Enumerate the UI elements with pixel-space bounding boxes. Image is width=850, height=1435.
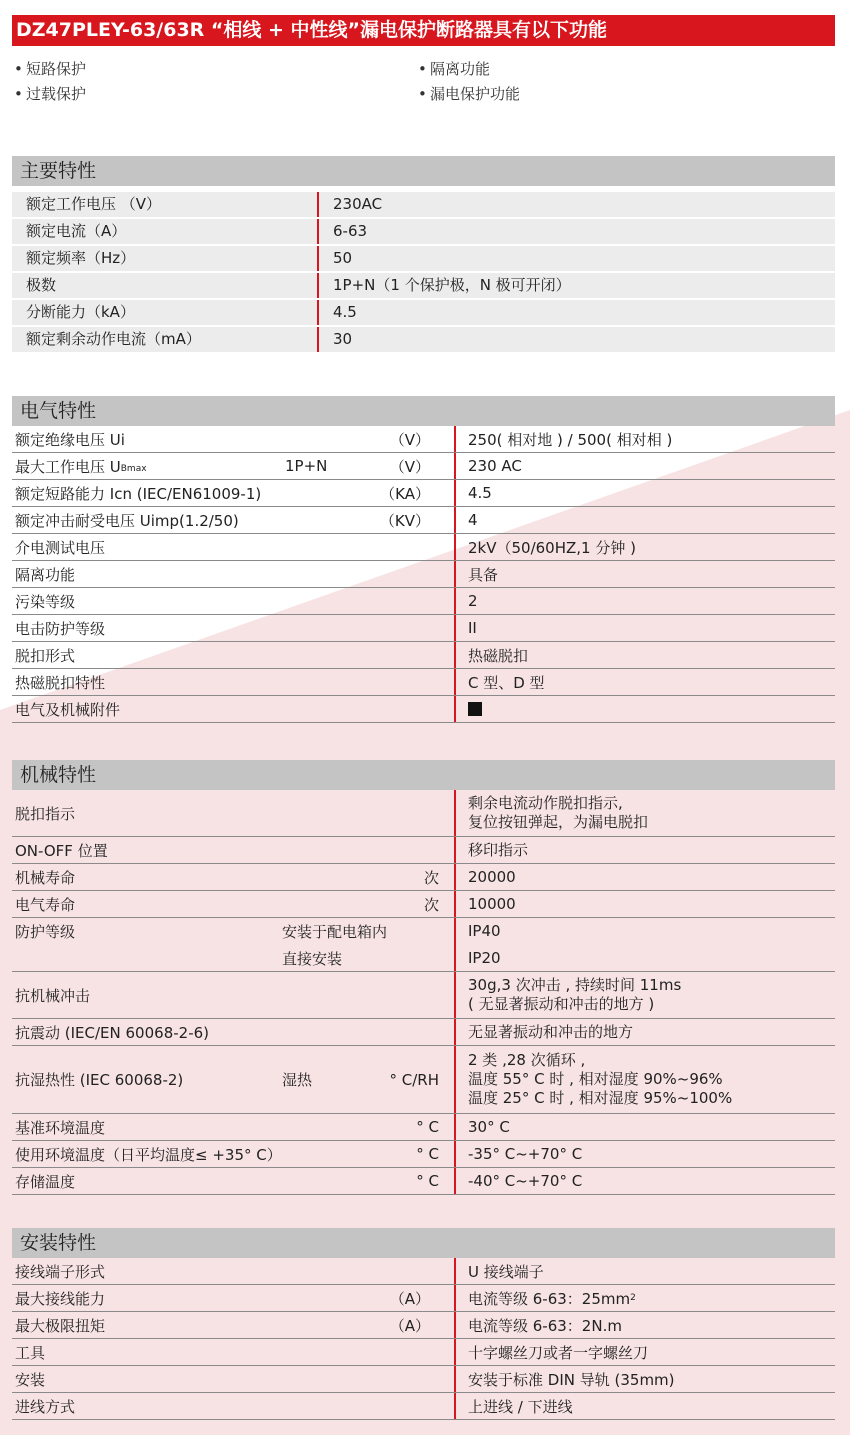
table-row xyxy=(12,507,835,534)
table-row xyxy=(12,790,835,837)
row-value-superscript: 2 xyxy=(630,1293,636,1303)
spec-value: 230AC xyxy=(317,192,382,217)
row-value xyxy=(454,1019,633,1045)
row-value xyxy=(454,1339,648,1365)
row-value-text: U 接线端子 xyxy=(468,1262,544,1281)
table-row xyxy=(12,642,835,669)
row-label xyxy=(15,1339,45,1365)
table-row xyxy=(12,1312,835,1339)
table-row xyxy=(12,1168,835,1195)
row-label xyxy=(15,1114,105,1140)
row-label-text: 安装 xyxy=(15,1370,46,1389)
row-value xyxy=(454,669,545,695)
row-label-text: 电气及机械附件 xyxy=(15,700,121,719)
row-unit: ° C xyxy=(416,1118,439,1136)
section-header-mechanical: 机械特性 xyxy=(12,760,835,790)
section-header-installation: 安装特性 xyxy=(12,1228,835,1258)
row-label xyxy=(15,790,75,836)
row-unit: （A） xyxy=(389,1316,430,1335)
table-row xyxy=(12,588,835,615)
row-label-text: 介电测试电压 xyxy=(15,538,106,557)
row-label-text: 额定短路能力 Icn (IEC/EN61009-1) xyxy=(15,484,262,503)
row-value-line: 2 类 ,28 次循环 , xyxy=(468,1051,586,1069)
row-label xyxy=(15,1019,209,1045)
row-condition: 直接安装 xyxy=(282,949,343,968)
row-value-text: C 型、D 型 xyxy=(468,673,545,692)
row-label-text: 使用环境温度（日平均温度≤ +35° C） xyxy=(15,1145,282,1164)
row-value xyxy=(454,426,672,452)
table-row xyxy=(12,972,835,1019)
spec-value: 4.5 xyxy=(317,300,357,325)
spec-label: 额定电流（A） xyxy=(26,222,127,240)
row-unit: 次 xyxy=(423,868,439,887)
row-label-subscript: Bmax xyxy=(120,464,147,474)
row-value xyxy=(454,642,528,668)
row-label xyxy=(15,1168,75,1194)
row-value xyxy=(454,1393,573,1419)
row-label xyxy=(15,588,75,614)
table-row xyxy=(12,1141,835,1168)
row-label xyxy=(15,1285,105,1311)
table-row xyxy=(12,426,835,453)
spec-value: 30 xyxy=(317,327,352,352)
row-value-line: ( 无显著振动和冲击的地方 ) xyxy=(468,995,655,1013)
row-value-line: IP40 xyxy=(468,922,501,940)
row-value-line: 剩余电流动作脱扣指示, xyxy=(468,794,623,812)
row-value xyxy=(454,918,501,945)
table-row xyxy=(12,561,835,588)
row-label-text: 脱扣指示 xyxy=(15,804,76,823)
table-row xyxy=(12,1366,835,1393)
spec-label: 极数 xyxy=(26,276,57,294)
spec-label: 分断能力（kA） xyxy=(26,303,135,321)
row-label xyxy=(15,480,261,506)
row-label xyxy=(15,864,75,890)
row-unit: ° C/RH xyxy=(389,1070,439,1089)
table-row xyxy=(12,918,835,945)
row-value-text: 2kV（50/60HZ,1 分钟 ) xyxy=(468,538,636,557)
row-value xyxy=(454,891,516,917)
row-label-text: 热磁脱扣特性 xyxy=(15,673,106,692)
row-label xyxy=(15,1366,45,1392)
row-label-text: 最大接线能力 xyxy=(15,1289,106,1308)
page-title: DZ47PLEY-63/63R “相线 + 中性线”漏电保护断路器具有以下功能 xyxy=(12,15,835,46)
row-label-text: 基准环境温度 xyxy=(15,1118,106,1137)
row-label-text: 脱扣形式 xyxy=(15,646,76,665)
row-value xyxy=(454,837,528,863)
row-unit: 次 xyxy=(423,895,439,914)
row-label-text: 电气寿命 xyxy=(15,895,76,914)
row-value-text: 250( 相对地 ) / 500( 相对相 ) xyxy=(468,430,673,449)
row-value-line: 移印指示 xyxy=(468,840,529,859)
table-row xyxy=(12,480,835,507)
row-label-text: 存储温度 xyxy=(15,1172,76,1191)
row-unit: （KV） xyxy=(379,511,430,530)
table-row xyxy=(12,837,835,864)
row-value-line: 无显著振动和冲击的地方 xyxy=(468,1022,634,1041)
row-value xyxy=(454,534,636,560)
row-value xyxy=(454,790,648,836)
row-value-text: 4 xyxy=(468,511,478,529)
row-label xyxy=(15,1046,183,1113)
row-value xyxy=(454,972,681,1018)
row-condition: 1P+N xyxy=(285,457,328,475)
row-value-text: 电流等级 6-63：2N.m xyxy=(468,1316,622,1335)
row-value xyxy=(454,480,492,506)
spec-row xyxy=(12,300,835,325)
table-row xyxy=(12,1258,835,1285)
table-row xyxy=(12,864,835,891)
table-row xyxy=(12,945,835,972)
row-value xyxy=(454,615,477,641)
row-label xyxy=(15,534,105,560)
row-label-text: 额定绝缘电压 Ui xyxy=(15,430,125,449)
row-value-text: 安装于标准 DIN 导轨 (35mm) xyxy=(468,1370,675,1389)
row-unit: ° C xyxy=(416,1172,439,1190)
row-value xyxy=(454,1285,636,1311)
spec-value: 50 xyxy=(317,246,352,271)
row-label-text: 接线端子形式 xyxy=(15,1262,106,1281)
row-value xyxy=(454,1258,544,1284)
row-label xyxy=(15,1258,105,1284)
row-label-text: 防护等级 xyxy=(15,923,76,941)
row-value-line: 20000 xyxy=(468,867,516,886)
row-value-line: 温度 25° C 时 , 相对湿度 95%~100% xyxy=(468,1089,733,1107)
row-value-text: 热磁脱扣 xyxy=(468,646,529,665)
spec-label: 额定工作电压 （V） xyxy=(26,195,162,213)
row-value-text: II xyxy=(468,619,477,637)
table-row xyxy=(12,1114,835,1141)
row-label xyxy=(15,1312,105,1338)
section-header-main: 主要特性 xyxy=(12,156,835,186)
row-value-line: 温度 55° C 时 , 相对湿度 90%~96% xyxy=(468,1070,723,1088)
row-value-text: 电流等级 6-63：25mm xyxy=(468,1289,631,1308)
row-unit: （V） xyxy=(389,430,430,449)
spec-label: 额定剩余动作电流（mA） xyxy=(26,330,201,348)
table-row xyxy=(12,1393,835,1420)
row-label xyxy=(15,972,90,1018)
row-label xyxy=(15,561,75,587)
row-label xyxy=(15,615,105,641)
row-unit: （KA） xyxy=(380,484,430,503)
filled-square-icon xyxy=(468,702,482,716)
row-value-line: 30° C xyxy=(468,1117,510,1136)
row-value-line: 复位按钮弹起，为漏电脱扣 xyxy=(468,813,649,831)
row-value-text: 4.5 xyxy=(468,484,492,502)
row-label-text: 抗湿热性 (IEC 60068-2) xyxy=(15,1071,184,1089)
row-label-text: 最大工作电压 U xyxy=(15,457,121,476)
table-row xyxy=(12,615,835,642)
table-row xyxy=(12,453,835,480)
table-row xyxy=(12,1339,835,1366)
row-value-text: 230 AC xyxy=(468,457,522,475)
spec-label: 额定频率（Hz） xyxy=(26,249,136,267)
table-row xyxy=(12,1046,835,1114)
row-value-line: -35° C~+70° C xyxy=(468,1144,583,1163)
row-label xyxy=(15,507,239,533)
row-value-line: 30g,3 次冲击 , 持续时间 11ms xyxy=(468,976,682,994)
row-value xyxy=(454,945,501,971)
row-unit: （V） xyxy=(389,457,430,476)
row-value xyxy=(454,561,498,587)
row-value xyxy=(454,864,516,890)
section-header-electrical: 电气特性 xyxy=(12,396,835,426)
row-value xyxy=(454,1141,582,1167)
row-label xyxy=(15,1141,282,1167)
row-label-text: 额定冲击耐受电压 Uimp(1.2/50) xyxy=(15,511,239,530)
row-value-line: IP20 xyxy=(468,948,501,967)
row-value-text: 十字螺丝刀或者一字螺丝刀 xyxy=(468,1343,649,1362)
spec-row xyxy=(12,327,835,352)
row-label-text: 电击防护等级 xyxy=(15,619,106,638)
row-value xyxy=(454,453,522,479)
row-label-text: 进线方式 xyxy=(15,1397,76,1416)
row-label-text: ON-OFF 位置 xyxy=(15,841,108,860)
spec-value: 1P+N（1 个保护极，N 极可开闭） xyxy=(317,273,571,298)
row-label xyxy=(15,891,75,917)
row-value-text: 上进线 / 下进线 xyxy=(468,1397,573,1416)
spec-row xyxy=(12,219,835,244)
row-value xyxy=(454,1114,510,1140)
row-label-text: 抗震动 (IEC/EN 60068-2-6) xyxy=(15,1023,209,1042)
row-value-line: 10000 xyxy=(468,894,516,913)
row-label-text: 污染等级 xyxy=(15,592,76,611)
row-value xyxy=(454,1366,675,1392)
row-value-text: 2 xyxy=(468,592,478,610)
row-label-text: 隔离功能 xyxy=(15,565,76,584)
table-row xyxy=(12,1285,835,1312)
row-label-text: 最大极限扭矩 xyxy=(15,1316,106,1335)
row-value xyxy=(454,1312,622,1338)
row-value xyxy=(454,1046,732,1113)
row-label xyxy=(15,918,75,945)
row-unit: ° C xyxy=(416,1145,439,1163)
row-label xyxy=(15,696,120,722)
table-row xyxy=(12,1019,835,1046)
row-unit: （A） xyxy=(389,1289,430,1308)
row-label xyxy=(15,1393,75,1419)
table-row xyxy=(12,534,835,561)
feature-item: • 短路保护 xyxy=(14,60,87,78)
row-label xyxy=(15,837,108,863)
row-label xyxy=(15,642,75,668)
feature-item: • 漏电保护功能 xyxy=(418,85,521,103)
row-value xyxy=(454,696,482,722)
row-label-text: 工具 xyxy=(15,1343,46,1362)
row-condition: 湿热 xyxy=(282,1071,313,1089)
row-label-text: 抗机械冲击 xyxy=(15,986,91,1005)
feature-item: • 过载保护 xyxy=(14,85,87,103)
row-value xyxy=(454,1168,582,1194)
spec-row xyxy=(12,192,835,217)
spec-value: 6-63 xyxy=(317,219,367,244)
row-condition: 安装于配电箱内 xyxy=(282,923,388,941)
row-label xyxy=(15,453,147,479)
table-row xyxy=(12,669,835,696)
row-label xyxy=(15,669,105,695)
row-label xyxy=(15,426,125,452)
row-value xyxy=(454,588,478,614)
spec-row xyxy=(12,273,835,298)
row-value-line: -40° C~+70° C xyxy=(468,1171,583,1190)
row-value-text: 具备 xyxy=(468,565,499,584)
feature-item: • 隔离功能 xyxy=(418,60,491,78)
spec-row xyxy=(12,246,835,271)
table-row xyxy=(12,891,835,918)
table-row xyxy=(12,696,835,723)
row-value xyxy=(454,507,478,533)
row-label-text: 机械寿命 xyxy=(15,868,76,887)
